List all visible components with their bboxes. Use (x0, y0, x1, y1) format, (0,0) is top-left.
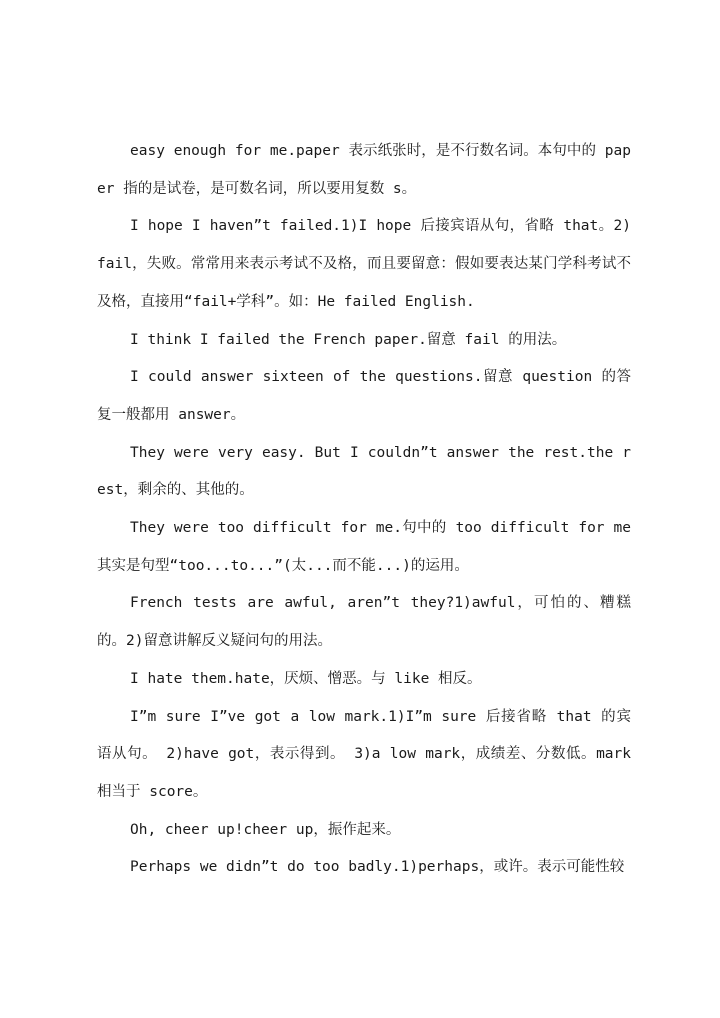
paragraph: easy enough for me.paper 表示纸张时，是不行数名词。本句中的 paper 指的是试卷，是可数名词，所以要用复数 s。 (97, 143, 631, 197)
paragraph: I”m sure I”ve got a low mark.1)I”m sure 后接省略 that 的宾语从句。 2)have got，表示得到。 3)a low mark，成绩差、分数低。mark 相当于 score。 (97, 708, 631, 800)
paragraph: Perhaps we didn”t do too badly.1)perhaps，或许。表示可能性较 (130, 859, 625, 876)
paragraph: They were too difficult for me.句中的 too difficult for me 其实是句型“too...to...”(太...而不能...)的运用。 (97, 520, 631, 574)
paragraph: I could answer sixteen of the questions.留意 question 的答复一般都用 answer。 (97, 369, 631, 423)
paragraph: Oh, cheer up!cheer up，振作起来。 (130, 821, 401, 838)
paragraph: I think I failed the French paper.留意 fail 的用法。 (130, 331, 567, 348)
document-body (97, 133, 631, 887)
paragraph: I hate them.hate，厌烦、憎恶。与 like 相反。 (130, 670, 482, 687)
paragraph: French tests are awful, aren”t they?1)awful，可怕的、糟糕的。2)留意讲解反义疑问句的用法。 (97, 595, 631, 650)
paragraph: They were very easy. But I couldn”t answer the rest.the rest，剩余的、其他的。 (97, 444, 631, 499)
paragraph: I hope I haven”t failed.1)I hope 后接宾语从句，省略 that。2)fail，失败。常常用来表示考试不及格，而且要留意：假如要表达某门学科考试不及格，直接用“fail+学科”。如：He failed English. (97, 218, 631, 310)
